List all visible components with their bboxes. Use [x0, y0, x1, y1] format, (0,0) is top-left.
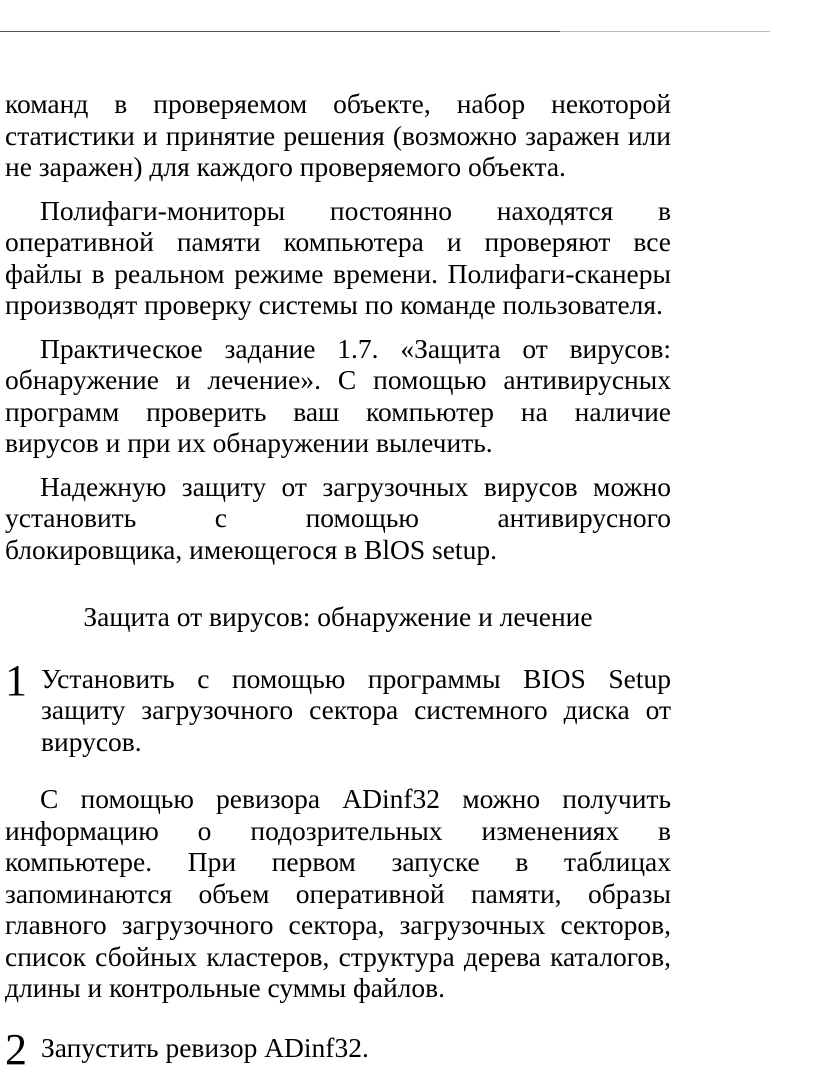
- step-2: [5, 1024, 671, 1074]
- section-title: Защита от вирусов: обнаружение и лечение: [83, 601, 593, 632]
- step-text: Установить с помощью программы BIOS Setup защиту загрузочного сектора системного диска от вирусов.: [41, 662, 671, 757]
- paragraph-bios-protection-line1: Надежную защиту от загрузочных вирусов можно установить с помощью антивирусного: [5, 470, 671, 533]
- paragraph-bios-protection: [5, 471, 671, 566]
- top-rule-fade: [560, 31, 770, 32]
- step-number: 1: [5, 655, 27, 705]
- paragraph-bios-protection-line2: блокировщика, имеющегося в BlOS setup.: [5, 533, 497, 565]
- step-1: [5, 655, 671, 758]
- paragraph-polyphages: Полифаги-мониторы постоянно находятся в оперативной памяти компьютера и проверяют все файлы в реальном режиме времени. Полифаги-сканеры производят проверку системы по команде пользователя.: [5, 194, 671, 320]
- step-number: 2: [5, 1024, 27, 1074]
- document-body: [5, 88, 671, 1072]
- paragraph-adinf: С помощью ревизора ADinf32 можно получить информацию о подозрительных изменениях в компьютере. При первом запуске в таблицах запоминаются объем оперативной памяти, образы главного загрузочного сектора, загрузочных секторов, список сбойных кластеров, структура дерева каталогов, длины и контрольные суммы файлов.: [5, 783, 671, 1003]
- step-text: Запустить ревизор ADinf32.: [41, 1031, 369, 1063]
- paragraph-practical-task: Практическое задание 1.7. «Защита от вирусов: обнаружение и лечение». С помощью антивирусных программ проверить ваш компьютер на наличие вирусов и при их обнаружении вылечить.: [5, 332, 671, 458]
- paragraph-continuation: команд в проверяемом объекте, набор некоторой статистики и принятие решения (возможно заражен или не заражен) для каждого проверяемого объекта.: [5, 88, 671, 182]
